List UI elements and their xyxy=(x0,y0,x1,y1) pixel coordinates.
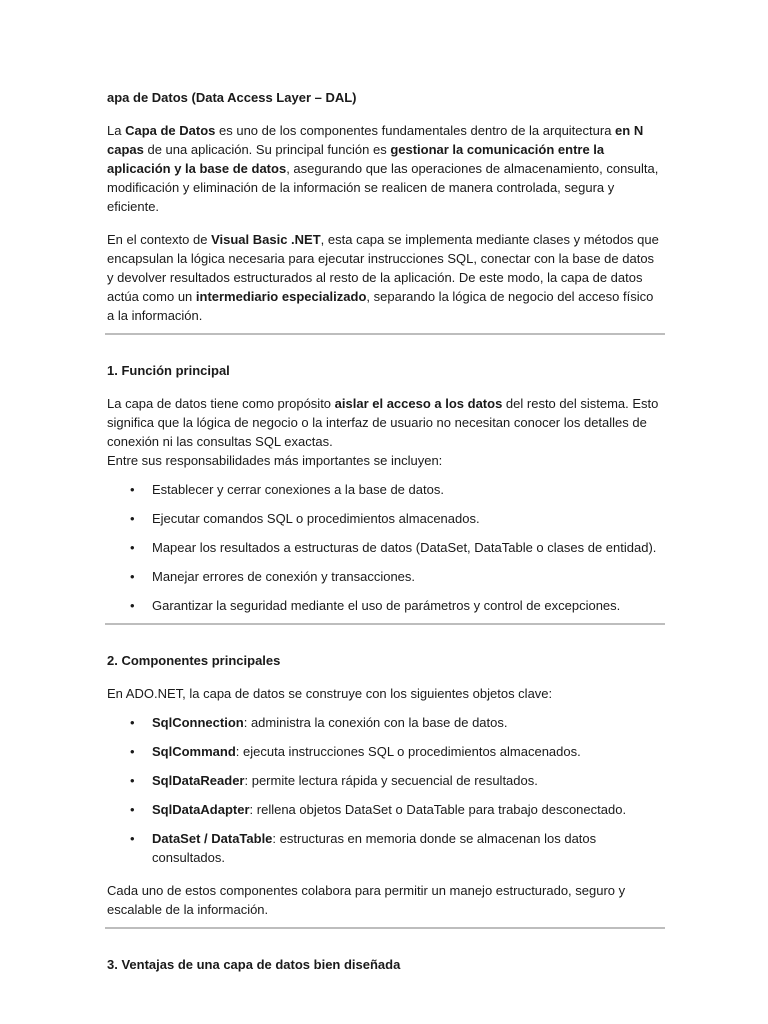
component-description: : permite lectura rápida y secuencial de resultados. xyxy=(244,773,538,788)
document-body xyxy=(107,88,663,974)
list-item xyxy=(107,538,663,557)
bullet-icon: • xyxy=(130,831,135,846)
text-run: es uno de los componentes fundamentales dentro de la arquitectura xyxy=(215,123,616,138)
bullet-icon: • xyxy=(130,540,135,555)
bullet-icon: • xyxy=(130,744,135,759)
bold-run: en N capas xyxy=(107,123,644,157)
responsibilities-list xyxy=(107,480,663,615)
bold-run: aislar el acceso a los datos xyxy=(334,396,503,411)
section-1-heading: 1. Función principal xyxy=(107,363,230,378)
list-item xyxy=(107,713,663,732)
bullet-icon: • xyxy=(130,598,135,613)
component-term: SqlDataReader xyxy=(152,773,245,788)
bullet-icon: • xyxy=(130,569,135,584)
component-description: : estructuras en memoria donde se almacenan los datos consultados. xyxy=(152,831,597,865)
list-item-text: Ejecutar comandos SQL o procedimientos almacenados. xyxy=(152,511,480,526)
text-run: En el contexto de xyxy=(107,232,212,247)
component-term: SqlDataAdapter xyxy=(152,802,250,817)
component-description: : ejecuta instrucciones SQL o procedimientos almacenados. xyxy=(235,744,581,759)
component-term: SqlConnection xyxy=(152,715,244,730)
horizontal-rule xyxy=(105,623,665,625)
bullet-icon: • xyxy=(130,773,135,788)
text-run: , asegurando que las operaciones de almacenamiento, consulta, modificación y eliminación de la información se realicen de manera controlada, segura y eficiente. xyxy=(107,161,659,214)
list-item xyxy=(107,596,663,615)
bullet-icon: • xyxy=(130,511,135,526)
text-run: La capa de datos tiene como propósito xyxy=(107,396,335,411)
list-item-text: Mapear los resultados a estructuras de datos (DataSet, DataTable o clases de entidad). xyxy=(152,540,657,555)
list-item xyxy=(107,800,663,819)
list-item xyxy=(107,567,663,586)
section-2-heading: 2. Componentes principales xyxy=(107,653,281,668)
list-item-text: Establecer y cerrar conexiones a la base de datos. xyxy=(152,482,444,497)
horizontal-rule xyxy=(105,333,665,335)
bold-run: gestionar la comunicación entre la aplicación y la base de datos xyxy=(107,142,605,176)
text-run: , esta capa se implementa mediante clases y métodos que encapsulan la lógica necesaria para ejecutar instrucciones SQL, conectar con la base de datos y devolver resultados estructurados al resto de la aplicación. De este modo, la capa de datos actúa como un xyxy=(107,232,659,304)
intro-paragraph-2 xyxy=(107,230,663,325)
bullet-icon: • xyxy=(130,482,135,497)
intro-paragraph-1 xyxy=(107,121,663,216)
component-term: DataSet / DataTable xyxy=(152,831,273,846)
text-run: de una aplicación. Su principal función es xyxy=(143,142,391,157)
component-description: : rellena objetos DataSet o DataTable para trabajo desconectado. xyxy=(249,802,627,817)
text-run: Entre sus responsabilidades más importantes se incluyen: xyxy=(107,453,443,468)
section-1-paragraph xyxy=(107,394,663,470)
list-item xyxy=(107,480,663,499)
list-item xyxy=(107,829,663,867)
list-item xyxy=(107,771,663,790)
text-run: La xyxy=(107,123,126,138)
document-title: apa de Datos (Data Access Layer – DAL) xyxy=(107,90,357,105)
components-list xyxy=(107,713,663,867)
bold-run: Capa de Datos xyxy=(125,123,216,138)
bold-run: intermediario especializado xyxy=(195,289,367,304)
component-description: : administra la conexión con la base de datos. xyxy=(243,715,508,730)
list-item xyxy=(107,742,663,761)
bullet-icon: • xyxy=(130,715,135,730)
bold-run: Visual Basic .NET xyxy=(211,232,321,247)
list-item-text: Garantizar la seguridad mediante el uso de parámetros y control de excepciones. xyxy=(152,598,621,613)
section-2-outro: Cada uno de estos componentes colabora para permitir un manejo estructurado, seguro y escalable de la información. xyxy=(107,883,626,917)
component-term: SqlCommand xyxy=(152,744,236,759)
text-run: del resto del sistema. Esto significa que la lógica de negocio o la interfaz de usuario no necesitan conocer los detalles de conexión ni las consultas SQL exactas. xyxy=(107,396,659,449)
bullet-icon: • xyxy=(130,802,135,817)
text-run: , separando la lógica de negocio del acceso físico a la información. xyxy=(107,289,654,323)
section-3-heading: 3. Ventajas de una capa de datos bien diseñada xyxy=(107,957,401,972)
horizontal-rule xyxy=(105,927,665,929)
list-item xyxy=(107,509,663,528)
list-item-text: Manejar errores de conexión y transacciones. xyxy=(152,569,416,584)
section-2-intro: En ADO.NET, la capa de datos se construye con los siguientes objetos clave: xyxy=(107,686,553,701)
